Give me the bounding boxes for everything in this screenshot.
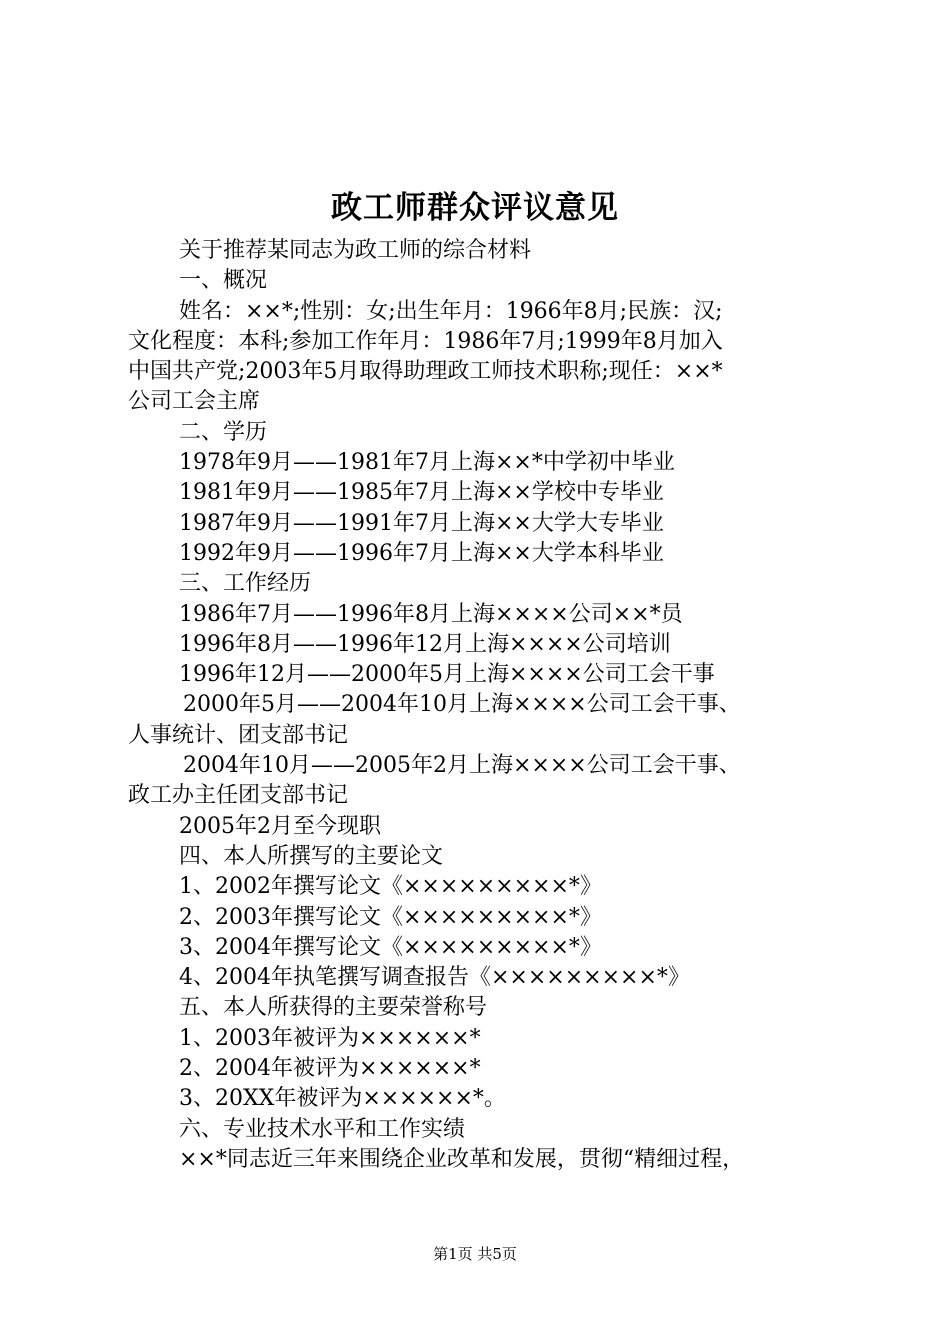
body-line: 2000年5月——2004年10月上海××××公司工会干事、 [183, 692, 741, 718]
body-line: 三、工作经历 [179, 571, 312, 597]
body-line: 政工办主任团支部书记 [128, 783, 349, 809]
document-title: 政工师群众评议意见 [331, 190, 619, 226]
body-line: 1981年9月——1985年7月上海××学校中专毕业 [179, 480, 664, 506]
body-line: 4、2004年执笔撰写调查报告《×××××××××*》 [179, 965, 690, 991]
body-line: 四、本人所撰写的主要论文 [179, 843, 444, 869]
body-line: 一、概况 [179, 268, 268, 294]
body-line: 2、2004年被评为××××××* [179, 1056, 481, 1082]
body-line: 1996年8月——1996年12月上海××××公司培训 [179, 631, 671, 657]
body-line: 2005年2月至今现职 [179, 813, 381, 839]
body-line: 1987年9月——1991年7月上海××大学大专毕业 [179, 510, 664, 536]
body-line: 文化程度：本科;参加工作年月：1986年7月;1999年8月加入 [128, 328, 723, 354]
body-line: 公司工会主席 [128, 389, 261, 415]
document-body [128, 236, 840, 1175]
body-line: 1978年9月——1981年7月上海××*中学初中毕业 [179, 450, 675, 476]
body-line: 六、专业技术水平和工作实绩 [179, 1116, 466, 1142]
body-line: 1996年12月——2000年5月上海××××公司工会干事 [179, 662, 715, 688]
page-footer: 第1页 共5页 [433, 1245, 517, 1263]
body-line: 1、2002年撰写论文《×××××××××*》 [179, 874, 602, 900]
body-line: 2、2003年撰写论文《×××××××××*》 [179, 904, 602, 930]
body-line: 二、学历 [179, 419, 268, 445]
body-line: 1、2003年被评为××××××* [179, 1025, 481, 1051]
body-line: 1992年9月——1996年7月上海××大学本科毕业 [179, 540, 664, 566]
body-line: 3、2004年撰写论文《×××××××××*》 [179, 934, 602, 960]
body-line: 姓名：××*;性别：女;出生年月：1966年8月;民族：汉; [179, 298, 723, 324]
body-line: ××*同志近三年来围绕企业改革和发展，贯彻“精细过程， [179, 1146, 745, 1172]
body-line: 五、本人所获得的主要荣誉称号 [179, 995, 488, 1021]
body-line: 中国共产党;2003年5月取得助理政工师技术职称;现任：××* [128, 359, 723, 385]
body-line: 1986年7月——1996年8月上海××××公司××*员 [179, 601, 683, 627]
body-line: 3、20XX年被评为××××××*。 [179, 1086, 506, 1112]
body-line: 关于推荐某同志为政工师的综合材料 [179, 238, 532, 263]
body-line: 人事统计、团支部书记 [128, 722, 349, 748]
body-line: 2004年10月——2005年2月上海××××公司工会干事、 [183, 753, 741, 779]
